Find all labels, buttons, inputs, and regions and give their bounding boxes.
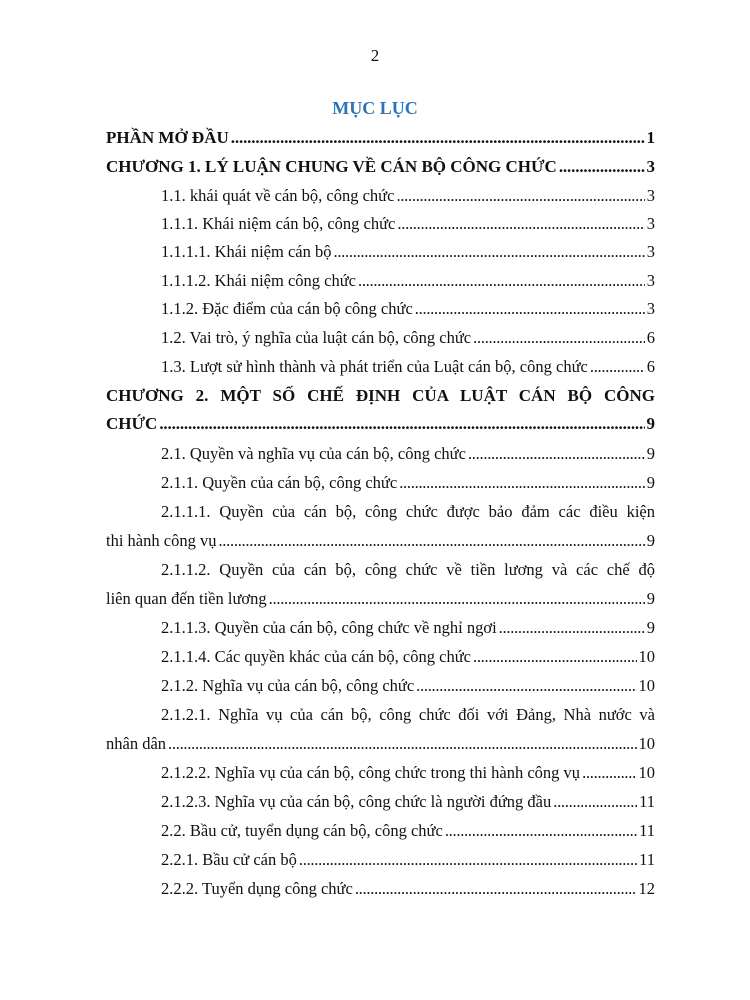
toc-entry-page: 6	[646, 357, 655, 376]
toc-entry-2-1-1-1-line1[interactable]: 2.1.1.1. Quyền của cán bộ, công chức được bảo đảm các điều kiện	[161, 502, 655, 521]
toc-entry-page: 10	[638, 647, 655, 666]
toc-entry-page: 10	[638, 763, 655, 782]
toc-entry-text: 2.2.2. Tuyển dụng công chức	[161, 879, 353, 898]
toc-entry-text: 2.1.1. Quyền của cán bộ, công chức	[161, 473, 398, 492]
dot-leader	[299, 850, 637, 870]
toc-entry-1-3[interactable]	[106, 357, 655, 377]
toc-entry-page: 3	[646, 214, 655, 233]
dot-leader	[559, 157, 645, 177]
toc-entry-text: 1.2. Vai trò, ý nghĩa của luật cán bộ, công chức	[161, 328, 472, 347]
toc-entry-1-1[interactable]	[106, 186, 655, 206]
dot-leader	[415, 299, 645, 319]
toc-entry-2-2[interactable]	[106, 821, 655, 841]
dot-leader	[168, 734, 636, 754]
dot-leader	[553, 792, 637, 812]
toc-entry-page: 11	[639, 850, 655, 869]
toc-entry-chapter-2[interactable]	[106, 414, 655, 434]
toc-entry-2-1-1[interactable]	[106, 473, 655, 493]
toc-entry-chapter-2-line1[interactable]: CHƯƠNG 2. MỘT SỐ CHẾ ĐỊNH CỦA LUẬT CÁN BỘ CÔNG	[106, 386, 655, 405]
toc-entry-page: 10	[638, 734, 655, 753]
toc-entry-page: 3	[646, 299, 655, 318]
toc-entry-1-2[interactable]	[106, 328, 655, 348]
toc-entry-text: 2.1.1.4. Các quyền khác của cán bộ, công chức	[161, 647, 471, 666]
toc-entry-page: 9	[646, 618, 655, 637]
toc-entry-text: liên quan đến tiền lương	[106, 589, 267, 608]
toc-entry-page: 11	[639, 821, 655, 840]
toc-entry-page: 6	[646, 328, 655, 347]
toc-entry-text: CHỨC	[106, 414, 158, 433]
toc-entry-page: 9	[646, 473, 655, 492]
dot-leader	[473, 647, 637, 667]
dot-leader	[355, 879, 637, 899]
toc-entry-2-1-1-3[interactable]	[106, 618, 655, 638]
toc-entry-2-1-2-3[interactable]	[106, 792, 655, 812]
toc-entry-text: nhân dân	[106, 734, 167, 753]
toc-entry-2-1-1-4[interactable]	[106, 647, 655, 667]
toc-entry-text: 1.1.1. Khái niệm cán bộ, công chức	[161, 214, 396, 233]
dot-leader	[582, 763, 636, 783]
dot-leader	[159, 414, 644, 434]
dot-leader	[416, 676, 636, 696]
dot-leader	[218, 531, 644, 551]
toc-entry-text: 2.1. Quyền và nghĩa vụ của cán bộ, công chức	[161, 444, 466, 463]
toc-entry-1-1-1[interactable]	[106, 214, 655, 234]
toc-entry-text: 1.1.1.2. Khái niệm công chức	[161, 271, 356, 290]
dot-leader	[231, 128, 645, 148]
toc-entry-chapter-1[interactable]	[106, 157, 655, 177]
toc-entry-page: 9	[646, 531, 655, 550]
toc-entry-page: 11	[639, 792, 655, 811]
toc-title: MỤC LỤC	[332, 98, 418, 118]
toc-entry-text: 2.1.2.3. Nghĩa vụ của cán bộ, công chức là người đứng đầu	[161, 792, 552, 811]
dot-leader	[396, 186, 644, 206]
dot-leader	[473, 328, 645, 348]
toc-entry-page: 1	[646, 128, 655, 147]
toc-entry-page: 10	[638, 676, 655, 695]
toc-entry-text: 1.1.2. Đặc điểm của cán bộ công chức	[161, 299, 413, 318]
toc-entry-page: 9	[646, 589, 655, 608]
toc-entry-text: 2.1.1.3. Quyền của cán bộ, công chức về nghỉ ngơi	[161, 618, 497, 637]
toc-entry-text: thi hành công vụ	[106, 531, 217, 550]
toc-entry-text: 2.2.1. Bầu cử cán bộ	[161, 850, 297, 869]
toc-entry-2-1-2-1[interactable]	[106, 734, 655, 754]
dot-leader	[445, 821, 637, 841]
toc-entry-page: 3	[646, 186, 655, 205]
toc-entry-text: 2.1.2.2. Nghĩa vụ của cán bộ, công chức trong thi hành công vụ	[161, 763, 581, 782]
toc-entry-2-1-2-1-line1[interactable]: 2.1.2.1. Nghĩa vụ của cán bộ, công chức đối với Đảng, Nhà nước và	[161, 705, 655, 724]
toc-entry-2-1[interactable]	[106, 444, 655, 464]
dot-leader	[499, 618, 645, 638]
toc-entry-page: 3	[646, 242, 655, 261]
dot-leader	[399, 473, 645, 493]
toc-entry-text: 1.1. khái quát về cán bộ, công chức	[161, 186, 395, 205]
toc-entry-text: 1.3. Lượt sử hình thành và phát triển của Luật cán bộ, công chức	[161, 357, 588, 376]
dot-leader	[468, 444, 645, 464]
toc-entry-2-1-1-2-line1[interactable]: 2.1.1.2. Quyền của cán bộ, công chức về tiền lương và các chế độ	[161, 560, 655, 579]
dot-leader	[269, 589, 645, 609]
toc-entry-2-2-1[interactable]	[106, 850, 655, 870]
toc-entry-page: 12	[638, 879, 655, 898]
toc-entry-2-2-2[interactable]	[106, 879, 655, 899]
toc-entry-1-1-1-1[interactable]	[106, 242, 655, 262]
toc-entry-text: 2.1.2. Nghĩa vụ của cán bộ, công chức	[161, 676, 415, 695]
dot-leader	[333, 242, 644, 262]
toc-entry-text: CHƯƠNG 1. LÝ LUẬN CHUNG VỀ CÁN BỘ CÔNG CHỨC	[106, 157, 557, 176]
toc-entry-2-1-1-2[interactable]	[106, 589, 655, 609]
toc-entry-text: PHẦN MỞ ĐẦU	[106, 128, 229, 147]
dot-leader	[358, 271, 645, 291]
toc-entry-text: 1.1.1.1. Khái niệm cán bộ	[161, 242, 332, 261]
toc-entry-page: 9	[646, 444, 655, 463]
page-number: 2	[370, 46, 380, 65]
toc-entry-intro[interactable]	[106, 128, 655, 148]
toc-entry-2-1-1-1[interactable]	[106, 531, 655, 551]
toc-entry-page: 3	[646, 157, 655, 176]
toc-entry-page: 9	[646, 414, 655, 433]
toc-entry-2-1-2-2[interactable]	[106, 763, 655, 783]
toc-entry-page: 3	[646, 271, 655, 290]
toc-entry-text: 2.2. Bầu cử, tuyển dụng cán bộ, công chức	[161, 821, 443, 840]
dot-leader	[590, 357, 645, 377]
dot-leader	[397, 214, 644, 234]
toc-entry-1-1-2[interactable]	[106, 299, 655, 319]
toc-entry-2-1-2[interactable]	[106, 676, 655, 696]
toc-entry-1-1-1-2[interactable]	[106, 271, 655, 291]
